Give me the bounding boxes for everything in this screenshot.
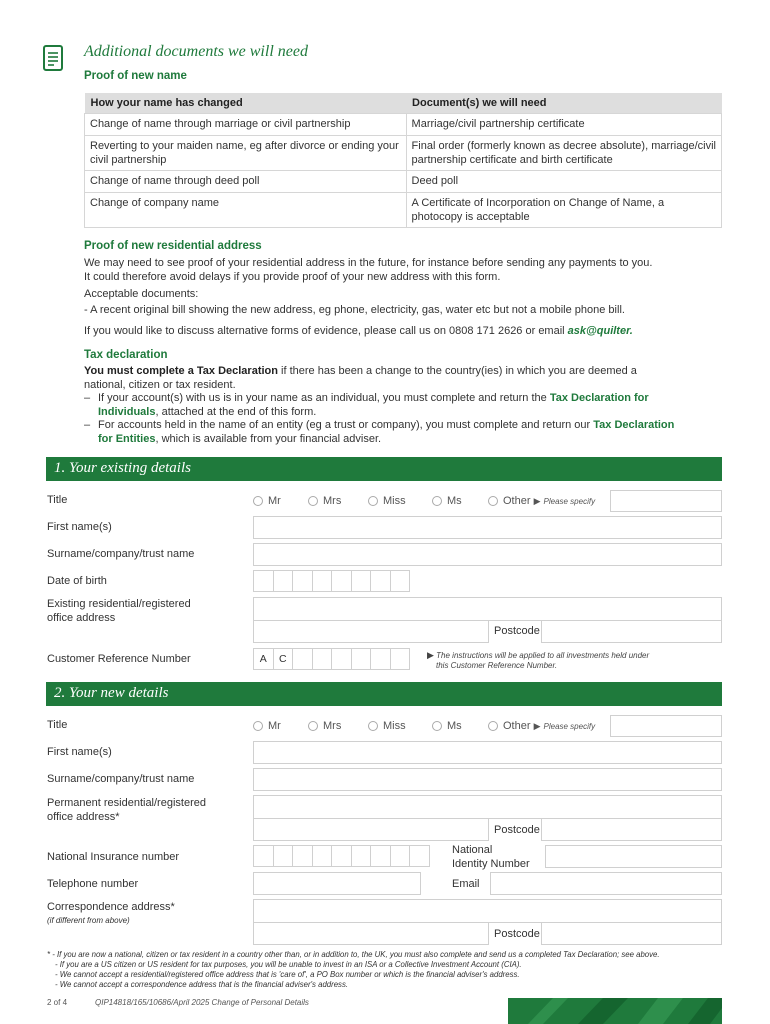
tax-bullet-2 bbox=[84, 419, 724, 446]
nid-label bbox=[452, 844, 530, 871]
crn-input[interactable] bbox=[253, 648, 409, 670]
first-name-label: First name(s) bbox=[47, 521, 112, 533]
table-row bbox=[85, 136, 722, 171]
postcode-label: Postcode bbox=[494, 928, 540, 940]
tax-b2-text: For accounts held in the name of an entity (eg a trust or company), you must complete and return our bbox=[98, 419, 591, 431]
contact-text bbox=[84, 325, 633, 339]
radio-label: Other bbox=[503, 495, 531, 507]
arrow-right-icon: ▶ bbox=[533, 495, 541, 506]
surname-input[interactable] bbox=[253, 768, 722, 791]
specify-label: Please specify bbox=[543, 496, 596, 506]
table-cell: Reverting to your maiden name, eg after divorce or ending your civil partnership bbox=[85, 136, 407, 171]
crn-note bbox=[427, 650, 649, 671]
radio-mrs[interactable] bbox=[308, 495, 341, 507]
radio-label: Ms bbox=[447, 720, 462, 732]
tax-entities-link[interactable]: Tax Declaration bbox=[593, 419, 675, 431]
table-cell: Change of name through deed poll bbox=[85, 171, 407, 193]
brand-pattern-icon bbox=[508, 998, 722, 1024]
address-label-2: office address* bbox=[47, 810, 120, 823]
table-cell: Change of company name bbox=[85, 193, 407, 228]
table-cell: A Certificate of Incorporation on Change of Name, a photocopy is acceptable bbox=[406, 193, 721, 228]
dash: – bbox=[84, 419, 91, 431]
crn-prefix: A bbox=[253, 648, 274, 670]
surname-label: Surname/company/trust name bbox=[47, 548, 195, 560]
table-row bbox=[85, 171, 722, 193]
existing-address-input-line-2[interactable] bbox=[253, 620, 489, 643]
phone-input[interactable] bbox=[253, 872, 421, 895]
title-label: Title bbox=[47, 494, 68, 506]
dob-label: Date of birth bbox=[47, 575, 107, 587]
first-name-input[interactable] bbox=[253, 741, 722, 764]
corr-address-input-line-2[interactable] bbox=[253, 922, 489, 945]
radio-other[interactable] bbox=[488, 495, 595, 507]
radio-miss[interactable] bbox=[368, 720, 406, 732]
new-postcode-input[interactable] bbox=[541, 818, 722, 841]
specify-label: Please specify bbox=[543, 721, 596, 731]
footnote-line: - We cannot accept a residential/registered office address that is 'care of', a PO Box number or which is the financial adviser's address. bbox=[55, 970, 520, 979]
radio-ms[interactable] bbox=[432, 495, 462, 507]
existing-postcode-input[interactable] bbox=[541, 620, 722, 643]
page-title: Additional documents we will need bbox=[84, 43, 308, 60]
address-label-1: Existing residential/registered bbox=[47, 598, 191, 610]
email-label: Email bbox=[452, 878, 480, 890]
crn-prefix: C bbox=[273, 648, 294, 670]
corr-address-label: Correspondence address* bbox=[47, 901, 175, 913]
tax-bullet-1 bbox=[84, 392, 724, 419]
footnote-line: - We cannot accept a correspondence address that is the financial adviser's address. bbox=[55, 980, 349, 989]
name-change-table bbox=[84, 93, 722, 228]
tax-individuals-link-2[interactable]: Individuals bbox=[98, 405, 156, 418]
tax-text-1: if there has been a change to the country(ies) in which you are deemed a bbox=[277, 365, 637, 377]
address-text-2: It could therefore avoid delays if you provide proof of your new address with this form. bbox=[84, 270, 501, 283]
table-header: How your name has changed bbox=[85, 93, 407, 114]
tax-b1-tail: , attached at the end of this form. bbox=[155, 405, 317, 418]
crn-label: Customer Reference Number bbox=[47, 653, 191, 665]
ni-label: National Insurance number bbox=[47, 851, 180, 863]
crn-note-2: this Customer Reference Number. bbox=[436, 661, 558, 670]
radio-label: Other bbox=[503, 720, 531, 732]
tax-b1-text: If your account(s) with us is in your name as an individual, you must complete and return the bbox=[98, 392, 547, 404]
new-address-input-line-2[interactable] bbox=[253, 818, 489, 841]
tax-individuals-link[interactable]: Tax Declaration for bbox=[549, 392, 649, 404]
radio-label: Miss bbox=[383, 720, 406, 732]
tax-heading: Tax declaration bbox=[84, 349, 168, 361]
dash: – bbox=[84, 392, 91, 404]
section-1-title: 1. Your existing details bbox=[54, 460, 191, 476]
ni-input[interactable] bbox=[253, 845, 429, 867]
radio-mrs[interactable] bbox=[308, 720, 341, 732]
table-row bbox=[85, 114, 722, 136]
nid-label-1: National bbox=[452, 844, 493, 856]
other-title-input[interactable] bbox=[610, 715, 722, 737]
footnote bbox=[47, 950, 660, 990]
radio-label: Mrs bbox=[323, 720, 342, 732]
section-2-header bbox=[46, 682, 722, 706]
table-cell: Final order (formerly known as decree absolute), marriage/civil partnership certificate and birth certificate bbox=[406, 136, 721, 171]
table-header: Document(s) we will need bbox=[406, 93, 721, 114]
first-name-input[interactable] bbox=[253, 516, 722, 539]
radio-miss[interactable] bbox=[368, 495, 406, 507]
acceptable-item: - A recent original bill showing the new address, eg phone, electricity, gas, water etc but not a mobile phone bill. bbox=[84, 304, 625, 316]
existing-address-label bbox=[47, 598, 191, 625]
table-cell: Marriage/civil partnership certificate bbox=[406, 114, 721, 136]
phone-label: Telephone number bbox=[47, 878, 139, 890]
contact-label: If you would like to discuss alternative forms of evidence, please call us on 0808 171 2626 or email bbox=[84, 325, 565, 337]
section-2-title: 2. Your new details bbox=[54, 685, 169, 701]
nid-input[interactable] bbox=[545, 845, 722, 868]
existing-address-input-line-1[interactable] bbox=[253, 597, 722, 621]
tax-text-2: national, citizen or tax resident. bbox=[84, 378, 236, 391]
other-title-input[interactable] bbox=[610, 490, 722, 512]
corr-address-input-line-1[interactable] bbox=[253, 899, 722, 923]
email-link[interactable]: ask@quilter. bbox=[567, 325, 633, 337]
radio-ms[interactable] bbox=[432, 720, 462, 732]
tax-paragraph bbox=[84, 365, 724, 392]
radio-label: Miss bbox=[383, 495, 406, 507]
arrow-right-icon: ▶ bbox=[427, 650, 434, 660]
page-number: 2 of 4 bbox=[47, 998, 68, 1007]
corr-postcode-input[interactable] bbox=[541, 922, 722, 945]
surname-label: Surname/company/trust name bbox=[47, 773, 195, 785]
radio-label: Mr bbox=[268, 495, 281, 507]
document-icon bbox=[42, 44, 64, 72]
nid-label-2: Identity Number bbox=[452, 857, 530, 870]
radio-label: Mr bbox=[268, 720, 281, 732]
surname-input[interactable] bbox=[253, 543, 722, 566]
footnote-line: * - If you are now a national, citizen or tax resident in a country other than, or in addition to, the UK, you must also complete and send us a completed Tax Declaration; see above. bbox=[47, 950, 660, 959]
tax-entities-link-2[interactable]: for Entities bbox=[98, 432, 156, 445]
form-reference: QIP14818/165/10686/April 2025 Change of Personal Details bbox=[95, 998, 309, 1007]
tax-b2-tail: , which is available from your financial adviser. bbox=[155, 432, 382, 445]
proof-address-heading: Proof of new residential address bbox=[84, 240, 262, 252]
email-input[interactable] bbox=[490, 872, 722, 895]
acceptable-docs: Acceptable documents: bbox=[84, 288, 199, 300]
address-text-1: We may need to see proof of your residential address in the future, for instance before sending any payments to you. bbox=[84, 257, 653, 269]
table-row bbox=[85, 193, 722, 228]
arrow-right-icon: ▶ bbox=[533, 720, 541, 731]
dob-input[interactable] bbox=[253, 570, 409, 592]
section-1-header bbox=[46, 457, 722, 481]
brand-corner-graphic bbox=[508, 998, 722, 1024]
tax-bold: You must complete a Tax Declaration bbox=[84, 365, 278, 377]
radio-mr[interactable] bbox=[253, 720, 281, 732]
postcode-label: Postcode bbox=[494, 824, 540, 836]
radio-label: Ms bbox=[447, 495, 462, 507]
first-name-label: First name(s) bbox=[47, 746, 112, 758]
address-paragraph bbox=[84, 257, 652, 284]
footnote-line: - If you are a US citizen or US resident for tax purposes, you will be unable to invest in an ISA or a Collective Investment Account (CIA). bbox=[55, 960, 522, 969]
crn-note-1: The instructions will be applied to all investments held under bbox=[436, 651, 650, 660]
radio-other[interactable] bbox=[488, 720, 595, 732]
corr-address-note: (if different from above) bbox=[47, 916, 130, 925]
title-label: Title bbox=[47, 719, 68, 731]
address-label-1: Permanent residential/registered bbox=[47, 797, 206, 809]
proof-name-heading: Proof of new name bbox=[84, 70, 187, 82]
radio-label: Mrs bbox=[323, 495, 342, 507]
table-cell: Change of name through marriage or civil partnership bbox=[85, 114, 407, 136]
table-cell: Deed poll bbox=[406, 171, 721, 193]
address-label-2: office address bbox=[47, 611, 116, 624]
new-address-label bbox=[47, 797, 206, 824]
new-address-input-line-1[interactable] bbox=[253, 795, 722, 819]
postcode-label: Postcode bbox=[494, 625, 540, 637]
radio-mr[interactable] bbox=[253, 495, 281, 507]
